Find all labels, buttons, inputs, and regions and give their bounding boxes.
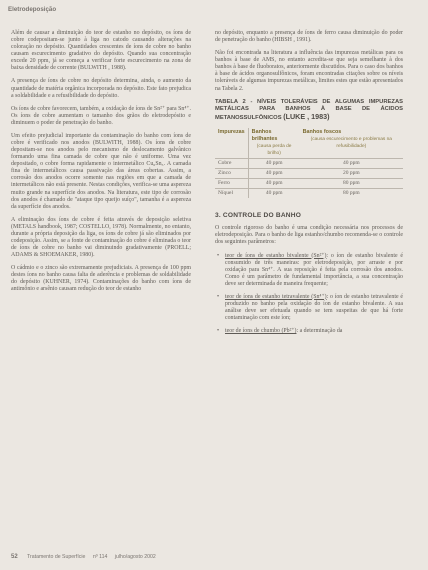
table-cell: 80 ppm — [300, 179, 403, 189]
list-item — [225, 294, 403, 322]
table-cell: 40 ppm — [248, 158, 299, 168]
table-cell: 40 ppm — [248, 168, 299, 178]
paragraph: Não foi encontrada na literatura a influência das impurezas metálicas para os banhos à base de AMS, no entanto acredita-se que seja semelhante à dos banhos à base de fluoboratos, anteriormente discutidos. Para o caso dos banhos à base de ácidos organosulfônicos, foram encontradas citações sobre os níveis toleráveis de algumas impurezas metálicas, limites estes que estão apresentados na Tabela 2. — [215, 50, 403, 92]
table-row — [215, 158, 403, 168]
parameter-list — [215, 253, 403, 335]
journal-name: Tratamento de Superfície — [27, 554, 86, 560]
table-cell: 40 ppm — [248, 189, 299, 199]
table-row — [215, 179, 403, 189]
table-cell: 40 ppm — [248, 179, 299, 189]
table-caption-text: TABELA 2 - NÍVEIS TOLERÁVEIS DE ALGUMAS IMPUREZAS METÁLICAS PARA BANHOS À BASE DE ÁCIDOS METANOSSULFÔNICOS — [215, 98, 403, 121]
list-item-term: teor de íons de chumbo (Pb²⁺) — [225, 327, 297, 334]
paragraph: no depósito, enquanto a presença de íons de ferro causa diminuição do poder de penetração do banho (HIBSH , 1991). — [215, 30, 403, 44]
table-caption — [215, 99, 403, 122]
paragraph: O controle rigoroso do banho é uma condição necessária nos processos de eletrodeposição. Para o banho de liga estanho/chumbo recomenda-se o controle dos seguintes parâmetros: — [215, 225, 403, 246]
table-cell: 20 ppm — [300, 168, 403, 178]
table-cell: Ferro — [215, 179, 248, 189]
journal-date: julho/agosto 2002 — [114, 554, 156, 560]
paragraph: A presença de íons de cobre no depósito determina, ainda, o aumento da quantidade de matéria orgânica incorporada no depósito. Este fato prejudica a soldabilidade e a refusibilidade do depósito. — [11, 78, 191, 99]
section-header: Eletrodeposição — [8, 6, 57, 13]
list-item — [225, 253, 403, 288]
impurities-table — [215, 128, 403, 198]
table-cell: Zinco — [215, 168, 248, 178]
table-cell: 40 ppm — [300, 158, 403, 168]
list-item-text: : o íon de estanho bivalente é consumido de três maneiras: por eletrodeposição, por arraste e por oxidação para Sn⁴⁺. A sua reposição é feita pela corrosão dos anodos. Como é um parâmetro de fundamental importância, a sua concentração deve ser determinada de maneira frequente; — [225, 252, 403, 287]
left-column — [11, 30, 191, 300]
table-header-row — [215, 128, 403, 159]
table-header-cell: Banhos brilhantes (causa perda de brilho) — [251, 128, 292, 156]
paragraph: Os íons de cobre favorecem, também, a oxidação de íons de Sn²⁺ para Sn⁴⁺. Os íons de cobre aumentam o tamanho dos grãos do eletrodepósito e diminuem o poder de penetração do banho. — [11, 105, 191, 126]
paragraph: O cádmio e o zinco são extremamente prejudiciais. A presença de 100 ppm destes íons no banho causa falta de aderência e problemas de soldabilidade do depósito (KUHNER, 1974). Contaminações do banho com íons de antimônio e arsênio causam redução do teor de estanho — [11, 265, 191, 293]
list-item-term: teor de íons de estanho tetravalente (Sn⁴⁺) — [225, 293, 327, 300]
table-cell: 80 ppm — [300, 189, 403, 199]
table-cell: Níquel — [215, 189, 248, 199]
right-column — [215, 30, 403, 341]
list-item-text: : a determinação da — [296, 327, 343, 334]
table-row — [215, 168, 403, 178]
journal-issue: nº 114 — [92, 554, 108, 560]
paragraph: A eliminação dos íons de cobre é feita através de deposição seletiva (METALS handbook, 1987; COSTELLO, 1978). Normalmente, no entanto, durante a própria deposição da liga, os íons de cobre já são eliminados por codeposição. Assim, se a fonte de contaminação do cobre é eliminada o teor de íons de cobre no banho vai diminuindo gradativamente (PROELL; ADAMS & SHOEMAKER, 1980). — [11, 216, 191, 259]
paragraph: Além de causar a diminuição do teor de estanho no depósito, os íons de cobre codepositam-se junto à liga no catodo causando alterações na coloração no depósito. Quantidades crescentes de íons de cobre no banho causam escurecimento gradativo do depósito. Quando sua concentração excede 20 ppm, já se começa a verificar forte escurecimento na zona de baixa densidade de corrente (BULWITH , 1988). — [11, 30, 191, 72]
page-footer — [11, 554, 162, 560]
table-caption-ref: (LUKE , 1983) — [283, 111, 330, 121]
list-item-term: teor de íons de estanho bivalente (Sn²⁺) — [225, 252, 327, 259]
list-item-text: : o íon de estanho tetravalente é produzido no banho pela oxidação do íon de estanho bivalente. A sua análise deve ser efetuada quando se tem suspeitas de que há forte contaminação com este íon; — [225, 293, 403, 321]
page-number: 52 — [11, 554, 18, 560]
paragraph: Um efeito prejudicial importante da contaminação do banho com íons de cobre é verificado nos anodos (BULWITH, 1988). Os íons de cobre depositam-se nos anodos pelo mecanismo de deslocamento galvânico formando uma fina camada de cobre que não é uniforme. Uma vez depositado, o cobre forma rapidamente o intermetálico Cu₆Sn₅. A camada fina de intermetálicos causa passivação das áreas cobertas. Assim, a corrosão dos anodos ocorre somente nas regiões em que a camada de intermetálicos não está presente. Nestas condições, verifica-se uma aspereza muito grande na superfície dos anodos. Na literatura, este tipo de corrosão dos anodos é chamado de "ataque tipo queijo suíço", tamanha é a aspereza da superfície dos anodos. — [11, 133, 191, 210]
table-cell: Cobre — [215, 158, 248, 168]
table-header-cell: Banhos foscos (causa escurecimento e problemas na refusibilidade) — [302, 128, 392, 149]
table-row — [215, 189, 403, 199]
table-header-cell: Impurezas — [215, 128, 248, 159]
section-title: 3. CONTROLE DO BANHO — [215, 212, 302, 220]
list-item — [225, 328, 403, 335]
